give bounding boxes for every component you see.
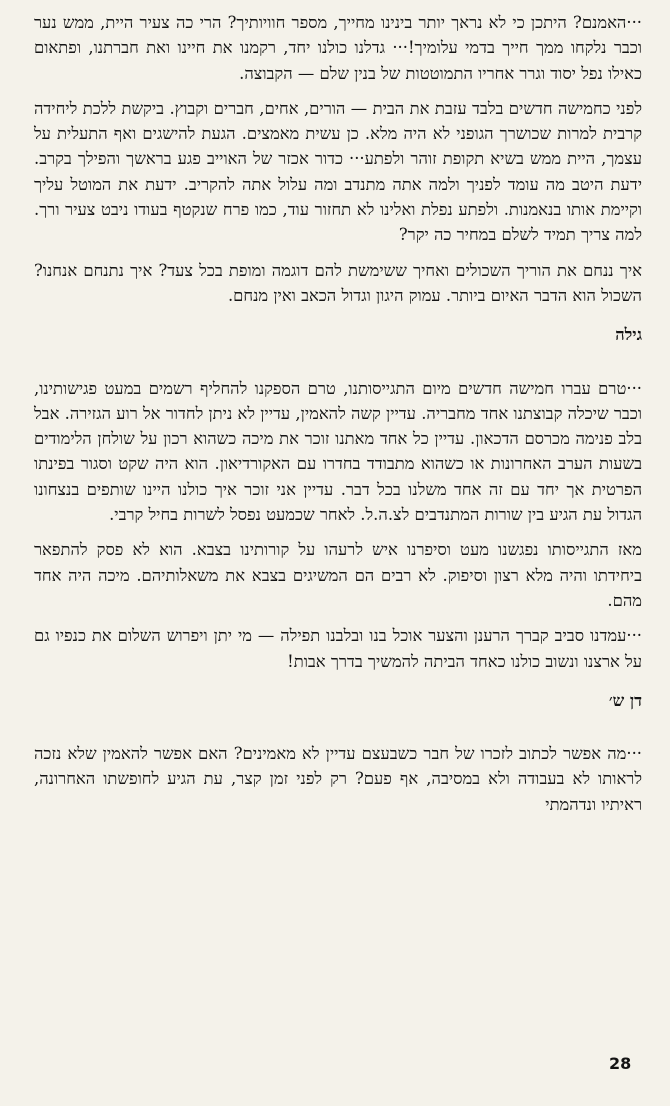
- author-signature: גילה: [615, 325, 642, 345]
- paragraph: לפני כחמישה חדשים בלבד עזבת את הבית — הורים, אחים, חברים וקבוץ. ביקשת ללכת ליחידה קרבית למרות שכושרך הגופני לא היה מלא. כן עשית מאמצים. הגעת להישגים ואף התעלית על עצמך, היית ממש בשיא תקופת זוהר ולפתע··· כדור אכזר של האוייב פגע בראשך והפילך בקרב. ידעת היטב מה עומד לפניך ולמה אתה מתנדב ומה עלול אתה להקריב. ידעת את המוטל עליך וקיימת אותו בנאמנות. ולפתע נפלת ואלינו לא תחזור עוד, כמו פרח שנקטף בעודו ניבט צעיר ורך. למה צריך תמיד לשלם במחיר כה יקר?: [34, 98, 642, 245]
- author-signature: דן ש׳: [608, 690, 642, 710]
- paragraph: ···האמנם? היתכן כי לא נראך יותר בינינו מחייך, מספר חוויותיך? הרי כה צעיר היית, ממש נער וכבר נלקחו ממך חייך בדמי עלומיך!··· גדלנו כולנו יחד, רקמנו את חיינו ואת חברתנו, ופתאום כאילו נפל יסוד וגרר אחריו התמוטטות של בנין שלם — הקבוצה.: [34, 13, 642, 83]
- page-number: 28: [609, 1054, 632, 1073]
- paragraph: איך ננחם את הוריך השכולים ואחיך ששימשת להם דוגמה ומופת בכל צעד? איך נתנחם אנחנו? השכול הוא הדבר האיום ביותר. עמוק היגון וגדול הכאב ואין מנחם.: [34, 260, 642, 305]
- paragraph: ···מה אפשר לכתוב לזכרו של חבר כשבעצם עדיין לא מאמינים? האם אפשר להאמין שלא נזכה לראותו לא בעבודה ולא במסיבה, אף פעם? רק לפני זמן קצר, עת הגיע לחופשתו האחרונה, ראיתיו ונדהמתי: [34, 744, 642, 814]
- paragraph: ···עמדנו סביב קברך הרענן והצער אוכל בנו ובלבנו תפילה — מי יתן ויפרוש השלום את כנפיו גם על ארצנו ונשוב כולנו כאחד הביתה להמשיך בדרך אבות!: [34, 626, 642, 671]
- paragraph: מאז התגייסותו נפגשנו מעט וסיפרנו איש לרעהו על קורותינו בצבא. הוא לא פסק להתפאר ביחידתו והיה מלא רצון וסיפוק. לא רבים הם המשיגים בצבא את משאלותיהם. מיכה היה אחד מהם.: [34, 540, 642, 610]
- paragraph: ···טרם עברו חמישה חדשים מיום התגייסותנו, טרם הספקנו להחליף רשמים במעט פגישותינו, וכבר שיכלה קבוצתנו אחד מחבריה. עדיין קשה להאמין, עדיין לא ניתן לחדור אל רוע הגזירה. אבל בלב פנימה מכרסם הדכאון. עדיין כל אחד מאתנו זוכר את מיכה כשהוא רכון על שולחן הלימודים בשעות הערב האחרונות או כשהוא מתבודד בחדרו עם האקורדיאון. הוא היה שקט וסגור בפינתו הפרטית אך יחד עם זה אחד משלנו בכל דבר. עדיין אני זוכר איך כולנו היינו שותפים בנצחונו הגדול עת הגיע בין שורות המתנדבים לצ.ה.ל. לאחר שכמעט נפסל לשרות בחיל קרבי.: [34, 378, 642, 525]
- memorial-article: [34, 10, 642, 817]
